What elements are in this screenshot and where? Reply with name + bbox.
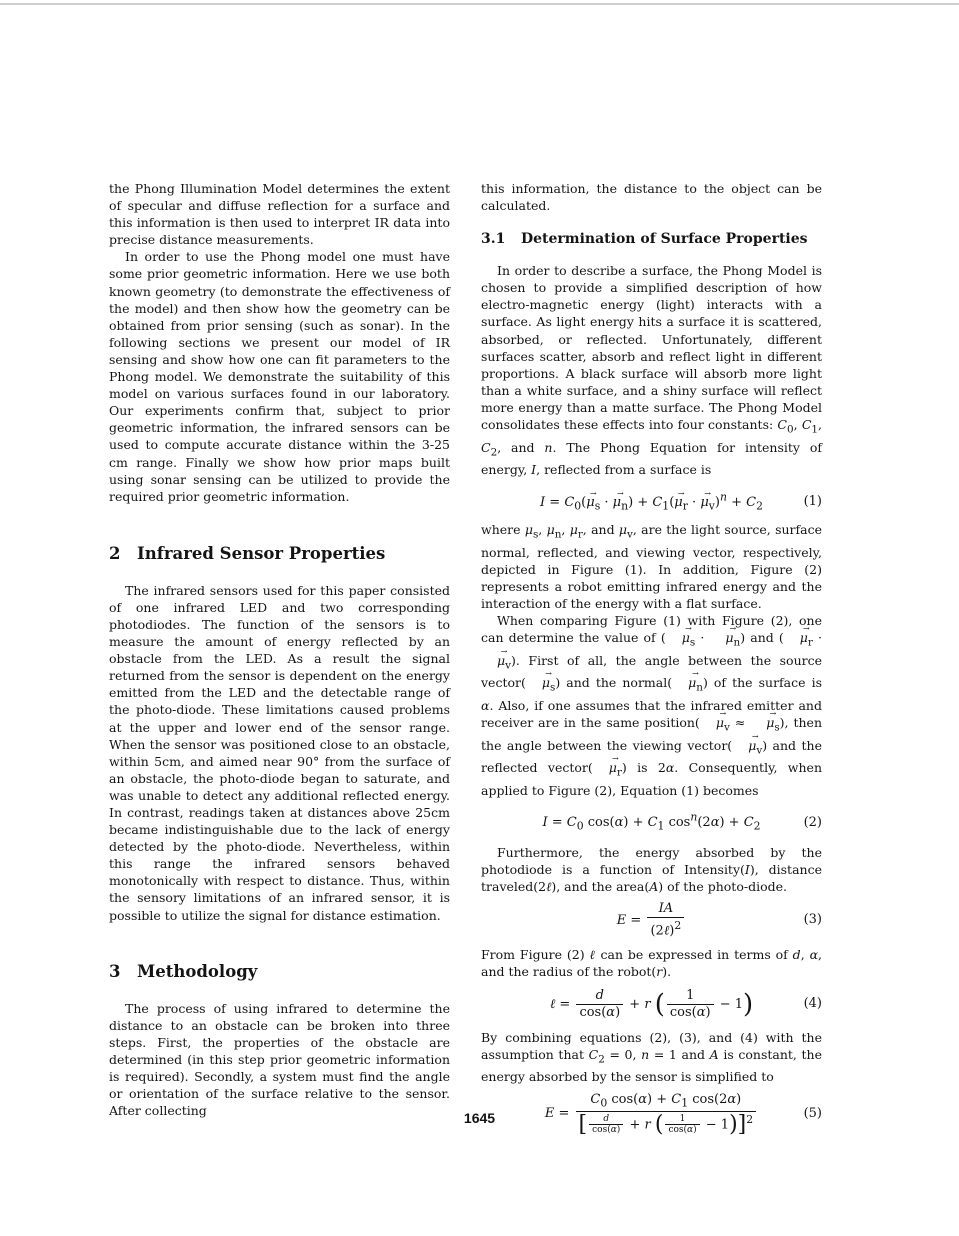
equation-5: E = $C_0$ $\cos(\alpha) + C_1$ cos(2α) [ $\frac{d}{\cos(\alpha)}$ + r ( $\frac{1}{\cos(\alpha)}$ − 1)]$^2$ (5) [544,1091,822,1137]
equation-2: $I = C_0$ $\cos(\alpha) + C_1$ $\cos^n(2\alpha) + C_2$ (2) [542,811,822,833]
top-rule [0,3,959,5]
left-column [109,180,450,1119]
paragraph: In order to use the Phong model one must have some prior geometric information. Here we use both known geometry (to demonstrate the effectiveness of the model) and then show how the geometry can be obtained from prior sensing (such as sonar). In the following sections we present our model of IR sensing and show how one can fit parameters to the Phong model. We demonstrate the suitability of this model on various surfaces found in our laboratory. Our experiments confirm that, subject to prior geometric information, the infrared sensors can be used to compute accurate distance within the 3-25 cm range. Finally we show how prior maps built using sonar sensing can be utilized to provide the required prior geometric information. [109,249,450,504]
paragraph: By combining equations (2), (3), and (4) with the assumption that $C_2 = 0$, n = 1 and A is constant, the energy absorbed by the sensor is simplified to [481,1029,823,1085]
paragraph: In order to describe a surface, the Phong Model is chosen to provide a simplified description of how electro-magnetic energy (light) interacts with a surface. As light energy hits a surface it is scattered, absorbed, or reflected. Unfortunately, different surfaces scatter, absorb and reflect light in different proportions. A black surface will absorb more light than a white surface, and a shiny surface will reflect more energy than a matte surface. The Phong Model consolidates these effects into four constants: $C_0$, $C_1$, $C_2$, and n. The Phong Equation for intensity of energy, I, reflected from a surface is [481,263,822,478]
right-column [481,180,822,1135]
paragraph: From Figure (2) ℓ can be expressed in terms of d, α, and the radius of the robot(r). [481,946,822,979]
paragraph: the Phong Illumination Model determines the extent of specular and diffuse reflection for a surface and this information is then used to interpret IR data into precise distance measurements. [109,181,450,248]
paragraph: The infrared sensors used for this paper consisted of one infrared LED and two corresponding photodiodes. The function of the sensors is to measure the amount of energy reflected by an obstacle from the LED. As a result the signal returned from the sensor is dependent on the energy emitted from the LED and the detectable range of the photo-diode. These limitations caused problems at the upper and lower end of the sensor range. When the sensor was positioned close to an obstacle, within 5cm, and aimed near 90° from the surface of an obstacle, the photo-diode began to saturate, and was unable to detect any additional reflected energy. In contrast, readings taken at distances above 25cm became indistinguishable due to the lack of energy detected by the photo-diode. Nevertheless, within this range the infrared sensors behaved monotonically with respect to distance. Thus, within the sensory limitations of an infrared sensor, it is possible to utilize the signal for distance estimation. [109,582,450,923]
paragraph: When comparing Figure (1) with Figure (2), one can determine the value of ( $\mu_s$ → · $\mu_n$ →) and ( $\mu_r$ → · $\mu_v$ →). First of all, the angle between the source vector( $\mu_s$ →) and the normal( $\mu_n$ →) of the surface is α. Also, if one assumes that the infrared emitter and receiver are in the same position( $\mu_v$ → ≈ $\mu_s$ →), then the angle between the viewing vector( $\mu_v$ →) and the reflected vector( $\mu_r$ →) is 2α. Consequently, when applied to Figure (2), Equation (1) becomes [481,612,822,799]
equation-4: ℓ = $\frac{d}{\cos(\alpha)}$ + r ( $\frac{1}{\cos(\alpha)}$ − 1) (4) [549,987,822,1020]
paragraph: The process of using infrared to determine the distance to an obstacle can be broken into three steps. First, the properties of the obstacle are determined (in this step prior geometric information is required). Secondly, a system must find the angle or orientation of the surface relative to the sensor. After collecting [109,1000,450,1119]
section-heading-2: 2 Infrared Sensor Properties [109,543,386,563]
paragraph: this information, the distance to the object can be calculated. [481,181,822,214]
equation-3: E = $\frac{IA}{(2\ell)^2}$ (3) [616,901,822,939]
page-number: 1645 [463,1110,496,1126]
equation-1: $I = C_0(\mu_s$ → · $\mu_n$ →) + $C_1(\mu_r$ → · $\mu_v \to)^n + C_2$ (1) [481,488,822,515]
section-heading-3: 3 Methodology [109,961,258,981]
paragraph: where $\mu_s$, $\mu_n$, $\mu_r$, and $\mu_v$, are the light source, surface normal, reflected, and viewing vector, respectively, depicted in Figure (1). In addition, Figure (2) represents a robot emitting infrared energy and the interaction of the energy with a flat surface. [481,522,822,612]
subsection-heading: 3.1 Determination of Surface Properties [481,231,808,248]
paragraph: Furthermore, the energy absorbed by the photodiode is a function of Intensity(I), distance traveled(2ℓ), and the area(A) of the photo-diode. [481,844,822,895]
